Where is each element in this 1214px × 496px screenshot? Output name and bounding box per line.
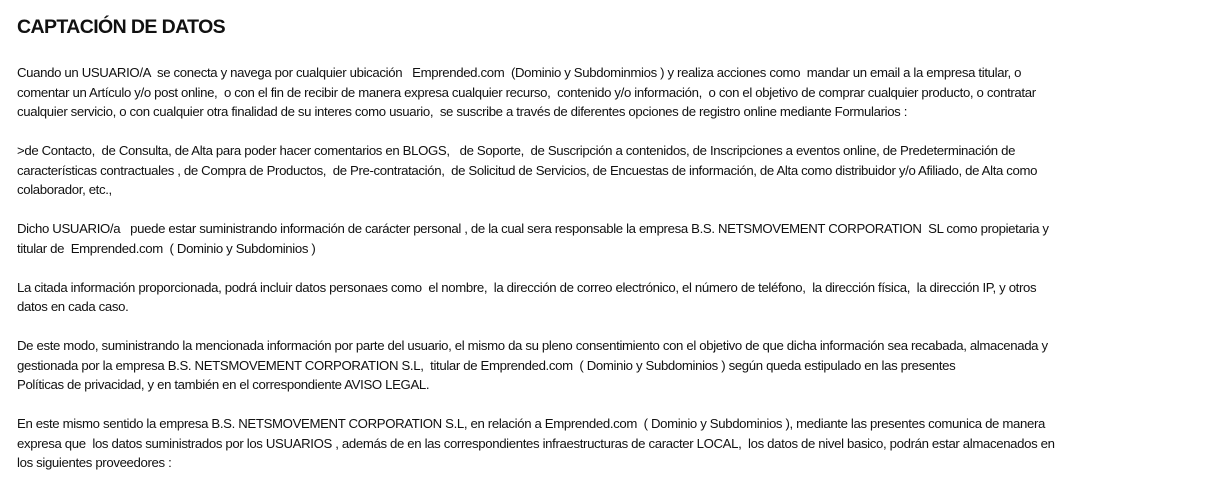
document-page: [17, 14, 1202, 492]
paragraph-line: características contractuales , de Compra de Productos, de Pre-contratación, de Solicitud de Servicios, de Encuestas de información, de Alta como distribuidor y/o Afiliado, de Alta como: [17, 162, 1038, 178]
paragraph-line: titular de Emprended.com ( Dominio y Subdominios ): [17, 240, 316, 256]
paragraph-line: datos en cada caso.: [17, 299, 129, 314]
paragraph-personal-data: [17, 278, 1202, 317]
paragraph-line: colaborador, etc.,: [17, 182, 112, 197]
paragraph-consent: [17, 336, 1202, 395]
paragraph-line: Dicho USUARIO/a puede estar suministrando información de carácter personal , de la cual sera responsable la empresa B.S. NETSMOVEMENT CORPORATION SL como propietaria y: [17, 221, 1049, 236]
paragraph-line: En este mismo sentido la empresa B.S. NETSMOVEMENT CORPORATION S.L, en relación a Emprended.com ( Dominio y Subdominios ), mediante las presentes comunica de manera: [17, 416, 1045, 431]
paragraph-data-capture-intro: [17, 63, 1202, 122]
paragraph-line: La citada información proporcionada, podrá incluir datos personaes como el nombre, la dirección de correo electrónico, el número de teléfono, la dirección física, la dirección IP, y otros: [17, 279, 1037, 295]
paragraph-line: Políticas de privacidad, y en también en el correspondiente AVISO LEGAL.: [17, 377, 430, 392]
paragraph-line: los siguientes proveedores :: [17, 455, 172, 470]
paragraph-line: comentar un Artículo y/o post online, o con el fin de recibir de manera expresa cualquier recurso, contenido y/o información, o con el objetivo de comprar cualquier producto, o contratar: [17, 84, 1036, 100]
paragraph-line: Cuando un USUARIO/A se conecta y navega por cualquier ubicación Emprended.com (Dominio y Subdominmios ) y realiza acciones como mandar un email a la empresa titular, o: [17, 65, 1022, 80]
paragraph-form-types: [17, 141, 1202, 200]
paragraph-responsible-company: [17, 219, 1202, 258]
page-title: CAPTACIÓN DE DATOS: [17, 16, 226, 38]
paragraph-line: gestionada por la empresa B.S. NETSMOVEMENT CORPORATION S.L, titular de Emprended.com ( Dominio y Subdominios ) según queda estipulado en las presentes: [17, 357, 956, 373]
paragraph-line: expresa que los datos suministrados por los USUARIOS , además de en las correspondientes infraestructuras de caracter LOCAL, los datos de nivel basico, podrán estar almacenados en: [17, 435, 1055, 451]
paragraph-line: cualquier servicio, o con cualquier otra finalidad de su interes como usuario, se suscribe a través de diferentes opciones de registro online mediante Formularios :: [17, 104, 908, 119]
paragraph-line: >de Contacto, de Consulta, de Alta para poder hacer comentarios en BLOGS, de Soporte, de Suscripción a contenidos, de Inscripciones a eventos online, de Predeterminación de: [17, 143, 1016, 158]
paragraph-line: De este modo, suministrando la mencionada información por parte del usuario, el mismo da su pleno consentimiento con el objetivo de que dicha información sea recabada, almacenada y: [17, 338, 1048, 353]
paragraph-storage-providers: [17, 414, 1202, 473]
